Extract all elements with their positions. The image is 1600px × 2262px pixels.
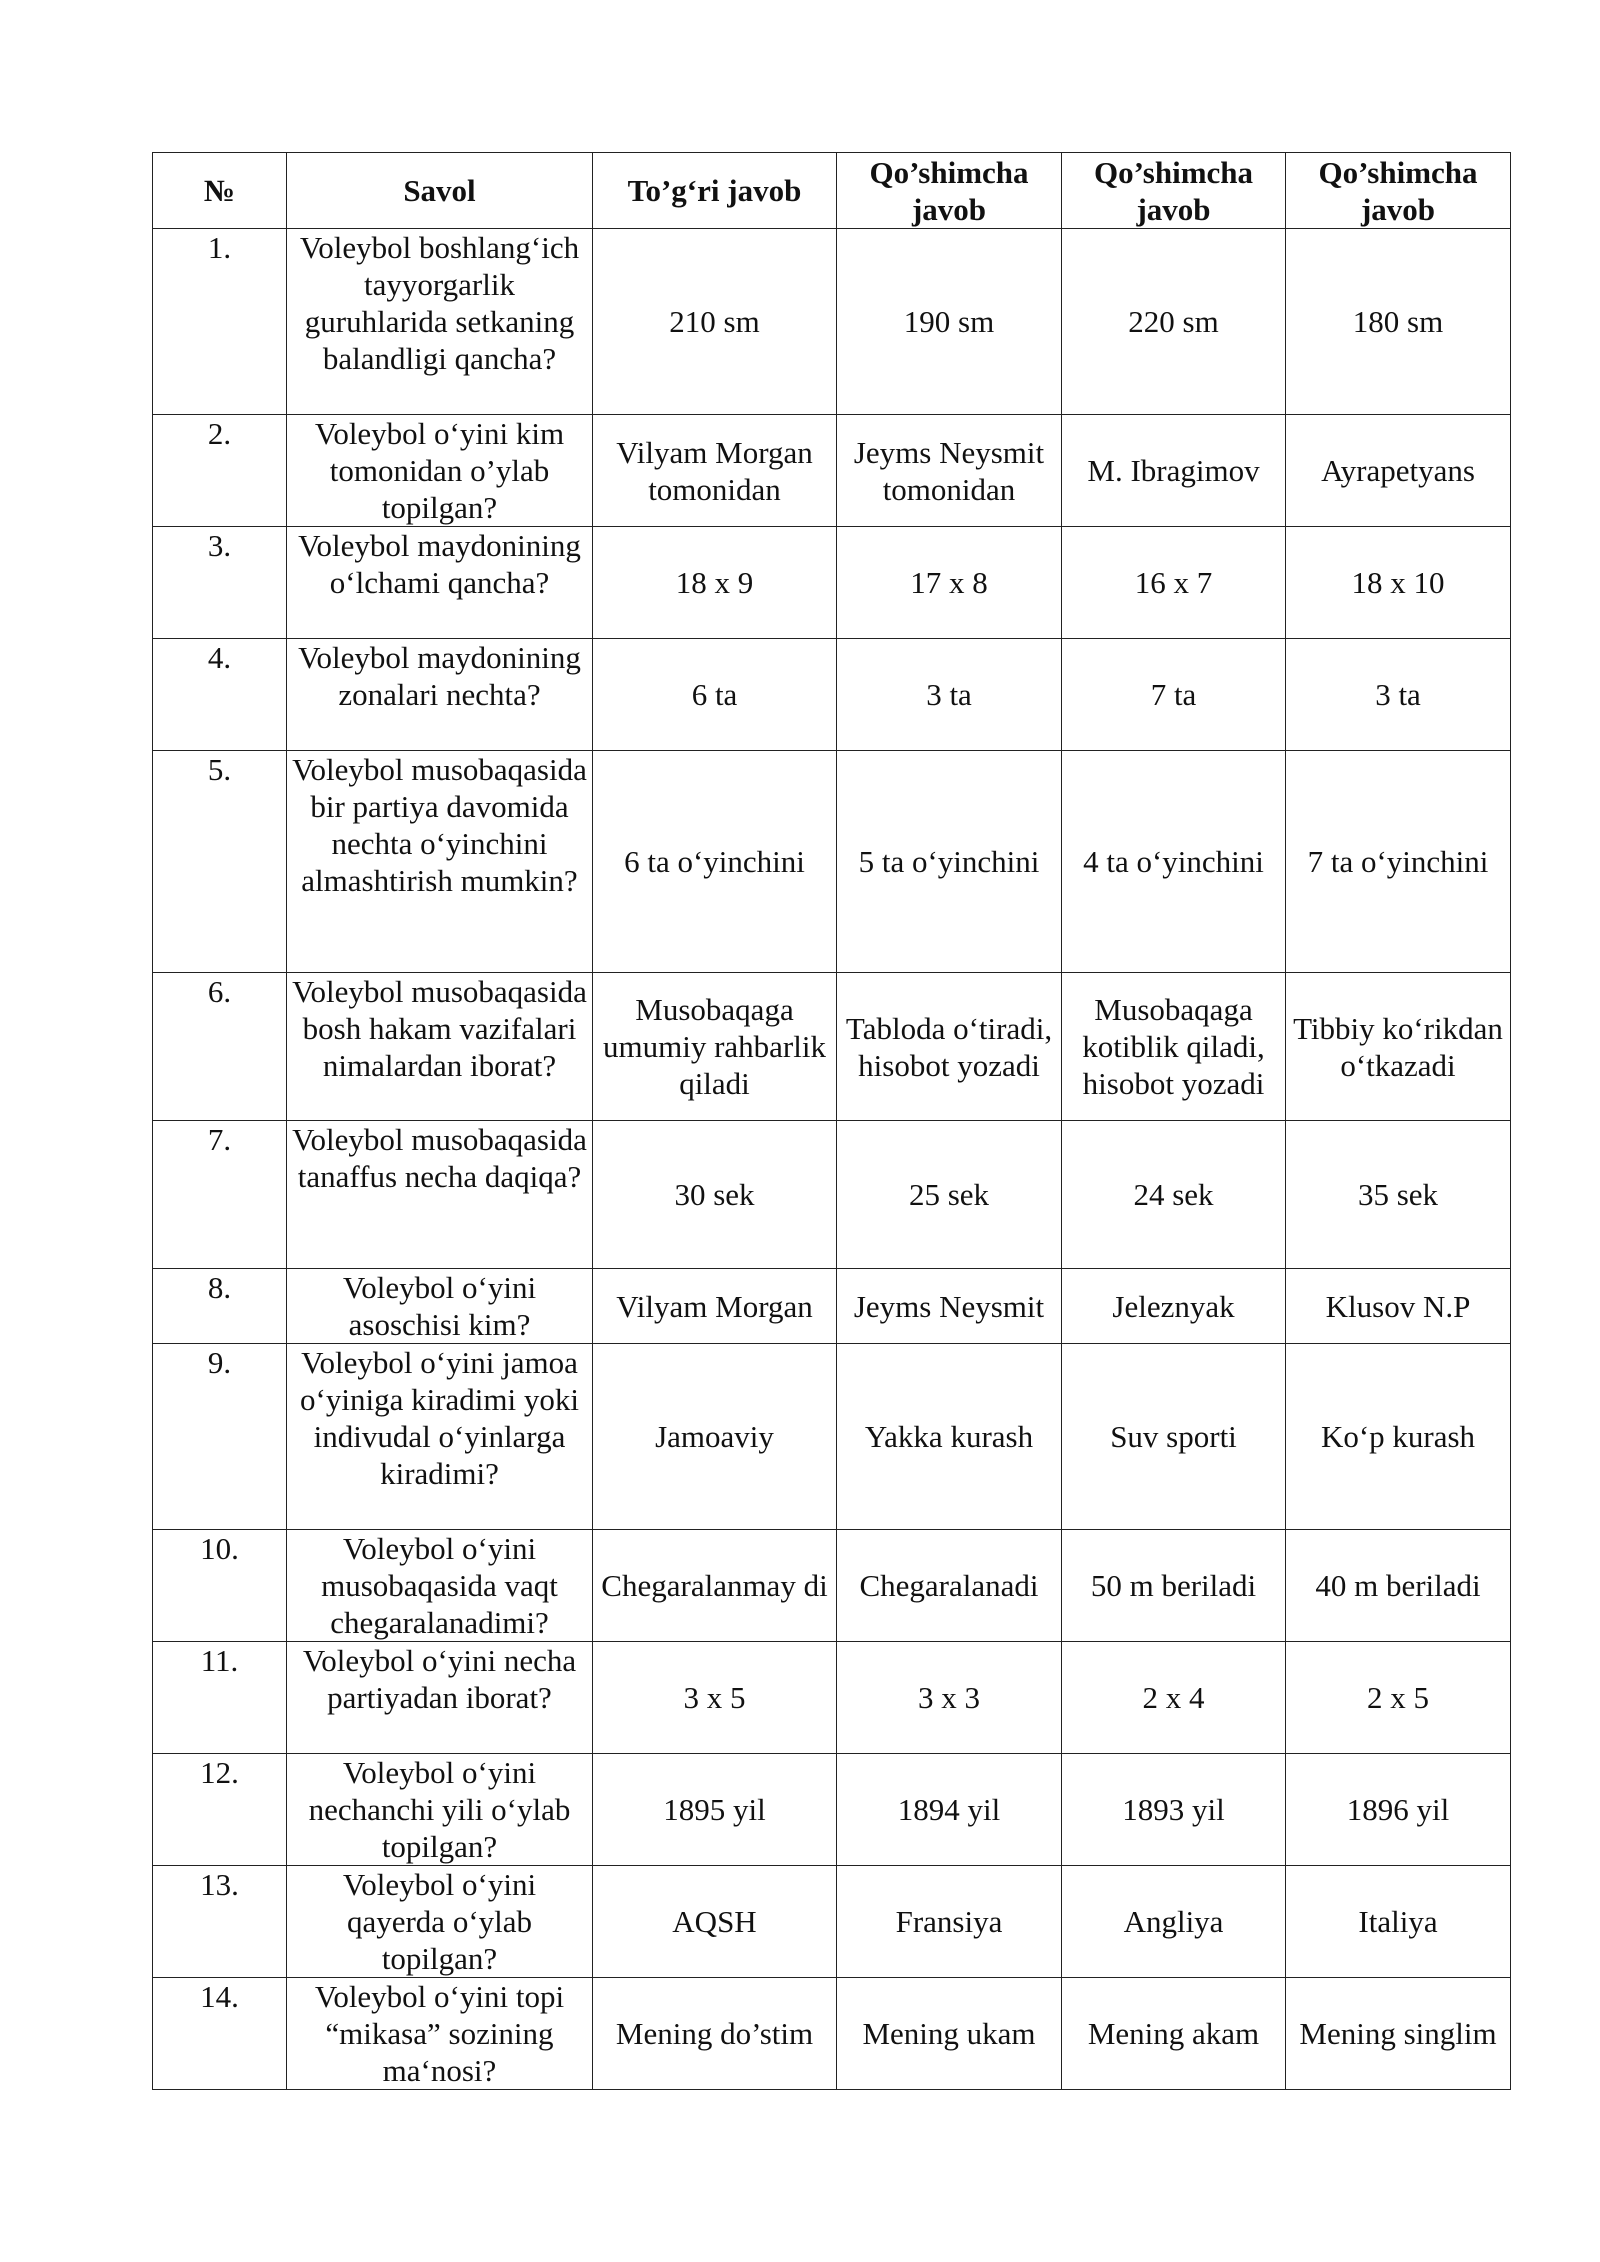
extra-answer-3-cell: Ayrapetyans [1286, 415, 1511, 527]
extra-answer-1-cell: 25 sek [837, 1121, 1062, 1269]
table-row [153, 1121, 1511, 1269]
row-number: 10. [153, 1530, 287, 1642]
extra-answer-2-cell: 7 ta [1062, 639, 1286, 751]
extra-answer-1-cell: Yakka kurash [837, 1344, 1062, 1530]
table-row [153, 1754, 1511, 1866]
row-number: 11. [153, 1642, 287, 1754]
correct-answer-cell: 1895 yil [593, 1754, 837, 1866]
header-extra-answer-1: Qo’shimcha javob [837, 153, 1062, 229]
row-number: 8. [153, 1269, 287, 1344]
row-number: 6. [153, 973, 287, 1121]
extra-answer-2-cell: Mening akam [1062, 1978, 1286, 2090]
extra-answer-1-cell: Jeyms Neysmit [837, 1269, 1062, 1344]
extra-answer-1-cell: 3 x 3 [837, 1642, 1062, 1754]
header-extra-answer-3: Qo’shimcha javob [1286, 153, 1511, 229]
extra-answer-1-cell: 3 ta [837, 639, 1062, 751]
question-cell: Voleybol o‘yini kim tomonidan o’ylab topilgan? [287, 415, 593, 527]
question-cell: Voleybol o‘yini necha partiyadan iborat? [287, 1642, 593, 1754]
correct-answer-cell: Chegaralanmay di [593, 1530, 837, 1642]
question-cell: Voleybol o‘yini nechanchi yili o‘ylab topilgan? [287, 1754, 593, 1866]
extra-answer-1-cell: Fransiya [837, 1866, 1062, 1978]
extra-answer-2-cell: Angliya [1062, 1866, 1286, 1978]
row-number: 7. [153, 1121, 287, 1269]
table-row [153, 229, 1511, 415]
header-row [153, 153, 1511, 229]
extra-answer-3-cell: 180 sm [1286, 229, 1511, 415]
question-cell: Voleybol o‘yini topi “mikasa” sozining ma‘nosi? [287, 1978, 593, 2090]
table-row [153, 973, 1511, 1121]
table-header [153, 153, 1511, 229]
question-cell: Voleybol boshlang‘ich tayyorgarlik guruhlarida setkaning balandligi qancha? [287, 229, 593, 415]
quiz-table [152, 152, 1511, 2090]
table-row [153, 1642, 1511, 1754]
extra-answer-1-cell: 5 ta o‘yinchini [837, 751, 1062, 973]
extra-answer-2-cell: M. Ibragimov [1062, 415, 1286, 527]
extra-answer-2-cell: Musobaqaga kotiblik qiladi, hisobot yozadi [1062, 973, 1286, 1121]
table-row [153, 415, 1511, 527]
table-row [153, 751, 1511, 973]
correct-answer-cell: 210 sm [593, 229, 837, 415]
correct-answer-cell: 30 sek [593, 1121, 837, 1269]
row-number: 5. [153, 751, 287, 973]
extra-answer-1-cell: Tabloda o‘tiradi, hisobot yozadi [837, 973, 1062, 1121]
correct-answer-cell: 18 x 9 [593, 527, 837, 639]
extra-answer-1-cell: Chegaralanadi [837, 1530, 1062, 1642]
table-row [153, 1866, 1511, 1978]
correct-answer-cell: 6 ta o‘yinchini [593, 751, 837, 973]
header-extra-answer-2: Qo’shimcha javob [1062, 153, 1286, 229]
table-body [153, 229, 1511, 2090]
correct-answer-cell: Vilyam Morgan [593, 1269, 837, 1344]
question-cell: Voleybol o‘yini musobaqasida vaqt chegaralanadimi? [287, 1530, 593, 1642]
table-row [153, 1978, 1511, 2090]
correct-answer-cell: Mening do’stim [593, 1978, 837, 2090]
question-cell: Voleybol o‘yini asoschisi kim? [287, 1269, 593, 1344]
correct-answer-cell: Vilyam Morgan tomonidan [593, 415, 837, 527]
row-number: 3. [153, 527, 287, 639]
table-row [153, 1530, 1511, 1642]
extra-answer-2-cell: 1893 yil [1062, 1754, 1286, 1866]
correct-answer-cell: 3 x 5 [593, 1642, 837, 1754]
row-number: 13. [153, 1866, 287, 1978]
extra-answer-3-cell: 2 x 5 [1286, 1642, 1511, 1754]
correct-answer-cell: Jamoaviy [593, 1344, 837, 1530]
correct-answer-cell: AQSH [593, 1866, 837, 1978]
extra-answer-3-cell: Italiya [1286, 1866, 1511, 1978]
extra-answer-2-cell: Suv sporti [1062, 1344, 1286, 1530]
question-cell: Voleybol o‘yini jamoa o‘yiniga kiradimi yoki indivudal o‘yinlarga kiradimi? [287, 1344, 593, 1530]
extra-answer-3-cell: 3 ta [1286, 639, 1511, 751]
row-number: 14. [153, 1978, 287, 2090]
question-cell: Voleybol o‘yini qayerda o‘ylab topilgan? [287, 1866, 593, 1978]
extra-answer-3-cell: 7 ta o‘yinchini [1286, 751, 1511, 973]
correct-answer-cell: Musobaqaga umumiy rahbarlik qiladi [593, 973, 837, 1121]
extra-answer-2-cell: 16 x 7 [1062, 527, 1286, 639]
extra-answer-3-cell: 18 x 10 [1286, 527, 1511, 639]
extra-answer-1-cell: 17 x 8 [837, 527, 1062, 639]
table-row [153, 639, 1511, 751]
extra-answer-3-cell: 1896 yil [1286, 1754, 1511, 1866]
extra-answer-2-cell: 220 sm [1062, 229, 1286, 415]
extra-answer-2-cell: 50 m beriladi [1062, 1530, 1286, 1642]
extra-answer-3-cell: Tibbiy ko‘rikdan o‘tkazadi [1286, 973, 1511, 1121]
extra-answer-2-cell: Jeleznyak [1062, 1269, 1286, 1344]
extra-answer-1-cell: Jeyms Neysmit tomonidan [837, 415, 1062, 527]
extra-answer-3-cell: 40 m beriladi [1286, 1530, 1511, 1642]
question-cell: Voleybol maydonining o‘lchami qancha? [287, 527, 593, 639]
row-number: 2. [153, 415, 287, 527]
header-question: Savol [287, 153, 593, 229]
extra-answer-3-cell: Mening singlim [1286, 1978, 1511, 2090]
correct-answer-cell: 6 ta [593, 639, 837, 751]
extra-answer-2-cell: 24 sek [1062, 1121, 1286, 1269]
row-number: 9. [153, 1344, 287, 1530]
row-number: 12. [153, 1754, 287, 1866]
table-row [153, 1344, 1511, 1530]
extra-answer-1-cell: 1894 yil [837, 1754, 1062, 1866]
extra-answer-1-cell: Mening ukam [837, 1978, 1062, 2090]
row-number: 1. [153, 229, 287, 415]
row-number: 4. [153, 639, 287, 751]
table-row [153, 1269, 1511, 1344]
extra-answer-2-cell: 2 x 4 [1062, 1642, 1286, 1754]
question-cell: Voleybol musobaqasida bir partiya davomida nechta o‘yinchini almashtirish mumkin? [287, 751, 593, 973]
extra-answer-1-cell: 190 sm [837, 229, 1062, 415]
extra-answer-3-cell: Klusov N.P [1286, 1269, 1511, 1344]
question-cell: Voleybol maydonining zonalari nechta? [287, 639, 593, 751]
header-number: № [153, 153, 287, 229]
extra-answer-3-cell: 35 sek [1286, 1121, 1511, 1269]
question-cell: Voleybol musobaqasida bosh hakam vazifalari nimalardan iborat? [287, 973, 593, 1121]
header-correct-answer: To’g‘ri javob [593, 153, 837, 229]
extra-answer-3-cell: Ko‘p kurash [1286, 1344, 1511, 1530]
extra-answer-2-cell: 4 ta o‘yinchini [1062, 751, 1286, 973]
question-cell: Voleybol musobaqasida tanaffus necha daqiqa? [287, 1121, 593, 1269]
table-row [153, 527, 1511, 639]
